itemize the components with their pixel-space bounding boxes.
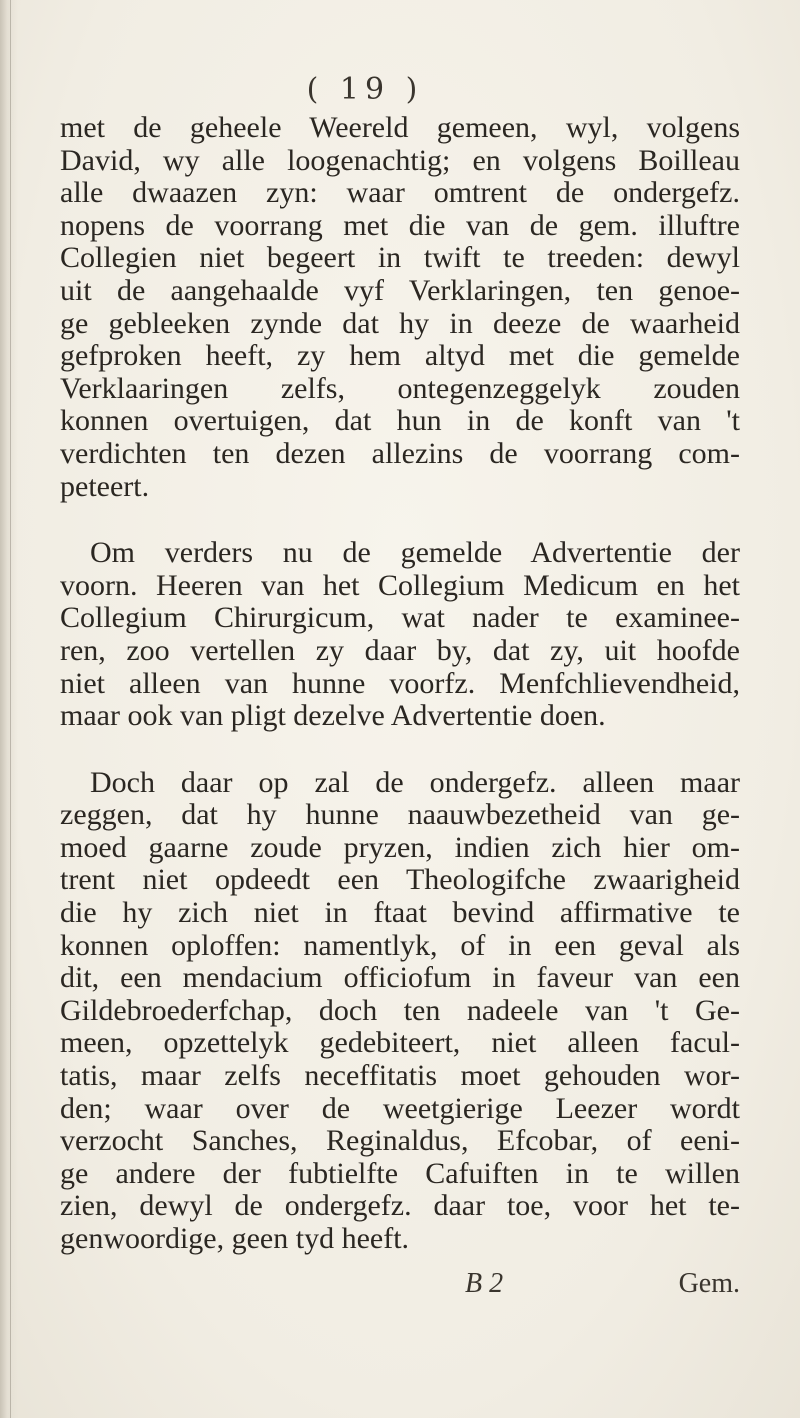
text-line: moed gaarne zoude pryzen, indien zich hier om- — [60, 830, 740, 864]
text-line: Doch daar op zal de ondergefz. alleen maar — [90, 765, 740, 799]
text-line: verdichten ten dezen allezins de voorrang com- — [60, 436, 740, 470]
text-line: dit, een mendacium officiofum in faveur van een — [60, 961, 740, 995]
text-line: Verklaaringen zelfs, ontegenzeggelyk zouden — [60, 371, 740, 405]
catchword: Gem. — [678, 1268, 740, 1299]
paragraph-gap — [60, 503, 740, 537]
text-line: verzocht Sanches, Reginaldus, Efcobar, of eeni- — [60, 1124, 740, 1158]
text-line: meen, opzettelyk gedebiteert, niet alleen facul- — [60, 1026, 740, 1060]
text-line: den; waar over de weetgierige Leezer wordt — [60, 1091, 740, 1125]
text-line: David, wy alle loogenachtig; en volgens Boilleau — [60, 143, 740, 177]
text-line: ge andere der fubtielfte Cafuiften in te willen — [60, 1156, 740, 1190]
text-line: maar ook van pligt dezelve Advertentie doen. — [60, 699, 606, 733]
paragraph-gap — [60, 733, 740, 767]
text-line: Gildebroederfchap, doch ten nadeele van 't Ge- — [60, 993, 740, 1027]
text-line: Om verders nu de gemelde Advertentie der — [90, 536, 740, 570]
page-footer — [60, 1268, 740, 1304]
text-line: Collegien niet begeert in twift te treeden: dewyl — [60, 241, 740, 275]
text-line: niet alleen van hunne voorfz. Menfchlievendheid, — [60, 666, 740, 700]
page-gutter-line — [10, 0, 11, 1418]
text-line: trent niet opdeedt een Theologifche zwaarigheid — [60, 863, 740, 897]
text-line: ren, zoo vertellen zy daar by, dat zy, uit hoofde — [60, 633, 740, 667]
paragraph-3 — [60, 767, 740, 1256]
text-line: die hy zich niet in ftaat bevind affirmative te — [60, 896, 740, 930]
page-gutter-shadow — [0, 0, 18, 1418]
paragraph-1 — [60, 112, 740, 503]
body-text — [60, 112, 740, 1256]
text-line: nopens de voorrang met die van de gem. illuftre — [60, 208, 740, 242]
text-line: ge gebleeken zynde dat hy in deeze de waarheid — [60, 306, 740, 340]
text-line: alle dwaazen zyn: waar omtrent de ondergefz. — [60, 176, 740, 210]
text-line: zien, dewyl de ondergefz. daar toe, voor het te- — [60, 1189, 740, 1223]
text-line: Collegium Chirurgicum, wat nader te examinee- — [60, 601, 740, 635]
text-line: met de geheele Weereld gemeen, wyl, volgens — [60, 111, 740, 144]
signature-mark: B 2 — [465, 1268, 504, 1299]
paragraph-2 — [60, 537, 740, 733]
text-line: konnen overtuigen, dat hun in de konft van 't — [60, 404, 740, 438]
text-line: uit de aangehaalde vyf Verklaringen, ten genoe- — [60, 273, 740, 307]
text-line: gefproken heeft, zy hem altyd met die gemelde — [60, 339, 740, 373]
text-line: konnen oploffen: namentlyk, of in een geval als — [60, 928, 740, 962]
text-line: genwoordige, geen tyd heeft. — [60, 1222, 410, 1255]
text-line: voorn. Heeren van het Collegium Medicum en het — [60, 568, 740, 602]
text-line: zeggen, dat hy hunne naauwbezetheid van ge- — [60, 798, 740, 832]
page-number: ( 19 ) — [306, 72, 424, 107]
text-line: tatis, maar zelfs neceffitatis moet gehouden wor- — [60, 1059, 740, 1093]
text-line: peteert. — [60, 469, 150, 503]
